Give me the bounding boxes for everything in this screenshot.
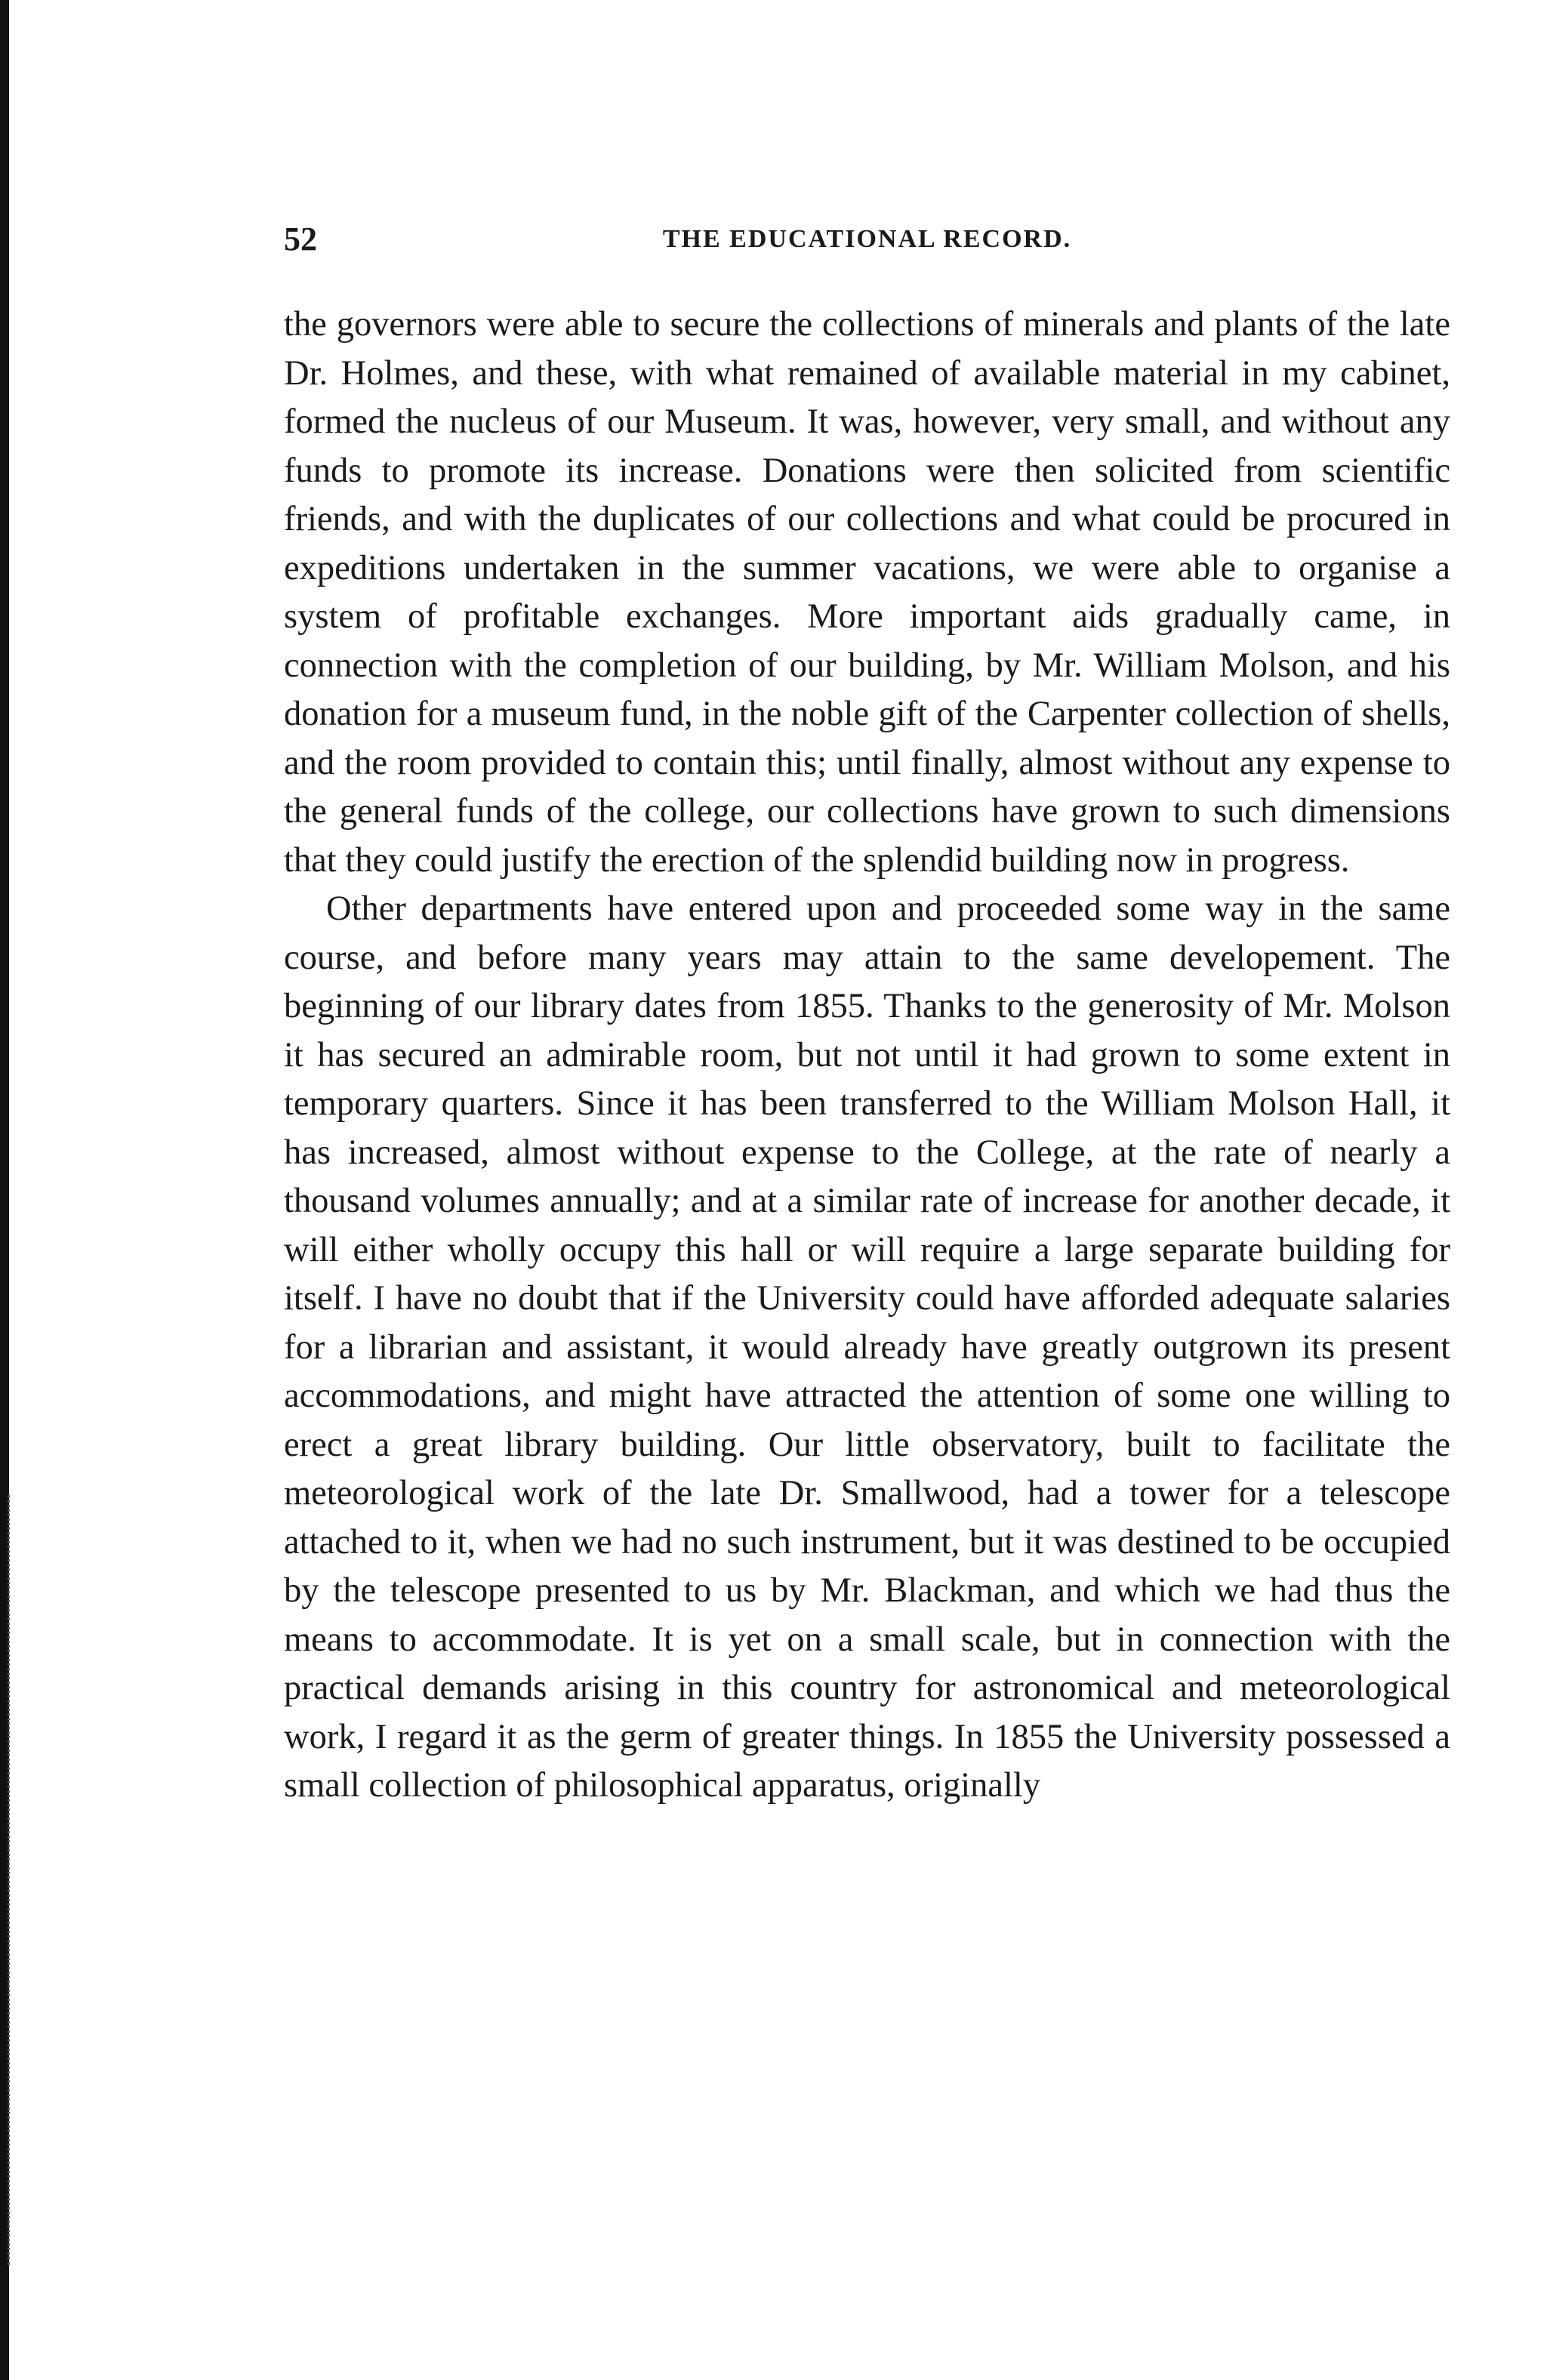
paragraph-museum: the governors were able to secure the collections of minerals and plants of the late Dr. Holmes, and these, with what remained of available material in my cabinet, formed the nucleus of our Museum. It was, however, very small, and without any funds to promote its increase. Donations were then solicited from scientific friends, and with the duplicates of our collections and what could be procured in expeditions undertaken in the summer vacations, we were able to organise a system of profitable exchanges. More important aids gradually came, in connection with the completion of our building, by Mr. William Molson, and his donation for a museum fund, in the noble gift of the Carpenter collection of shells, and the room provided to contain this; until finally, almost without any expense to the general funds of the college, our collections have grown to such dimensions that they could justify the erection of the splendid building now in progress. — [284, 305, 1450, 880]
page-body — [284, 301, 1450, 1811]
running-title: THE EDUCATIONAL RECORD. — [662, 225, 1072, 253]
page-header — [284, 220, 1450, 258]
binding-dots — [8, 1495, 16, 2265]
page-number: 52 — [284, 220, 317, 257]
paragraph-library: Other departments have entered upon and proceeded some way in the same course, and before many years may attain to the same developement. The beginning of our library dates from 1855. Thanks to the generosity of Mr. Molson it has secured an admirable room, but not until it had grown to some extent in temporary quarters. Since it has been transferred to the William Molson Hall, it has increased, almost without expense to the College, at the rate of nearly a thousand volumes annually; and at a similar rate of increase for another decade, it will either wholly occupy this hall or will require a large separate building for itself. I have no doubt that if the University could have afforded adequate salaries for a librarian and assistant, it would already have greatly outgrown its present accommodations, and might have attracted the attention of some one willing to erect a great library building. Our little observatory, built to facilitate the meteorological work of the late Dr. Smallwood, had a tower for a telescope attached to it, when we had no such instrument, but it was destined to be occupied by the telescope presented to us by Mr. Blackman, and which we had thus the means to accommodate. It is yet on a small scale, but in connection with the practical demands arising in this country for astronomical and meteorological work, I regard it as the germ of greater things. In 1855 the University possessed a small collection of philosophical apparatus, originally — [284, 889, 1450, 1805]
